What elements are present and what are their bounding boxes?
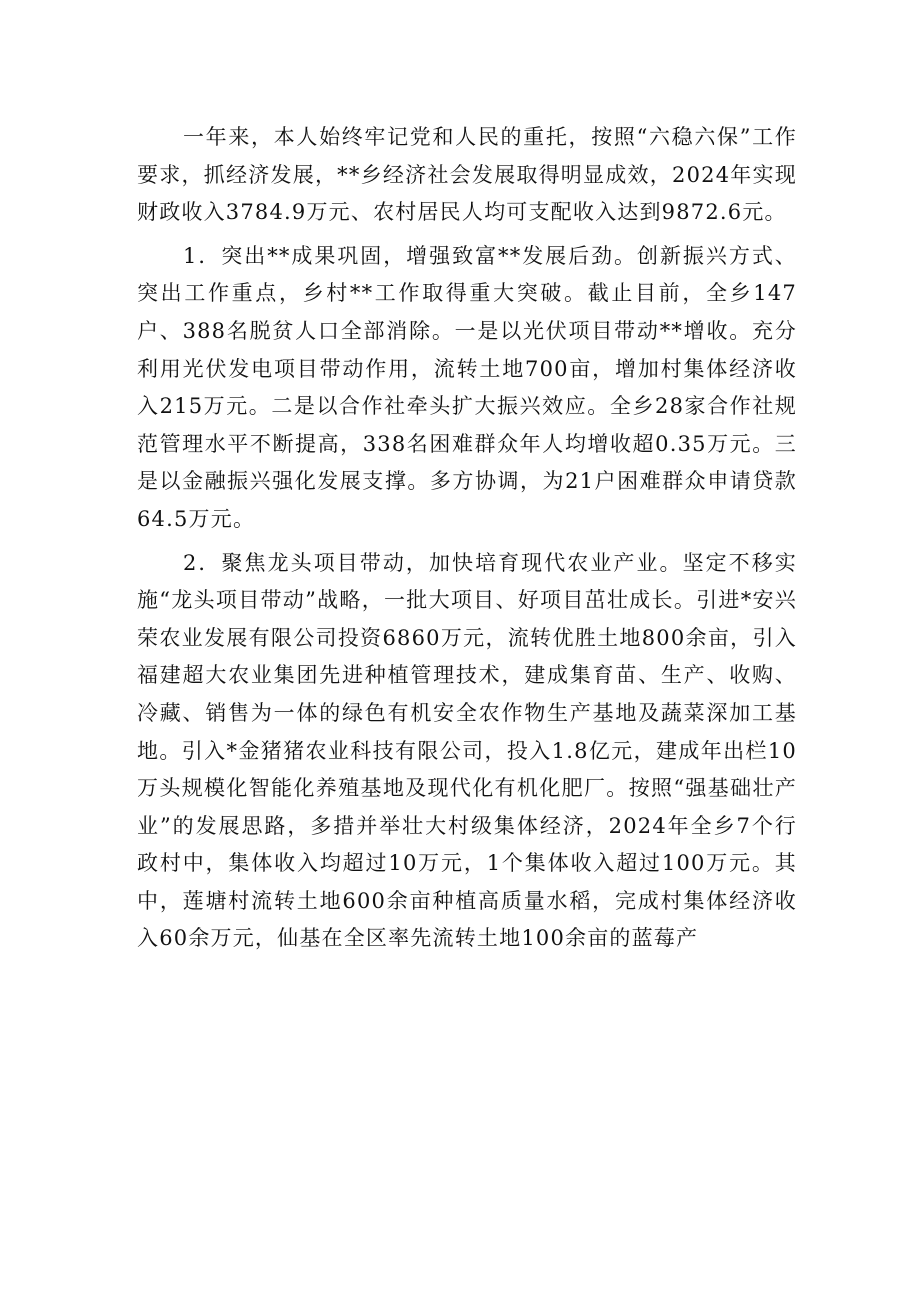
document-body xyxy=(137,119,797,964)
paragraph-intro: 一年来，本人始终牢记党和人民的重托，按照“六稳六保”工作要求，抓经济发展，**乡经济社会发展取得明显成效，2024年实现财政收入3784.9万元、农村居民人均可支配收入达到9872.6元。 xyxy=(137,125,797,225)
paragraph-section-2: 2．聚焦龙头项目带动，加快培育现代农业产业。坚定不移实施“龙头项目带动”战略，一批大项目、好项目茁壮成长。引进*安兴荣农业发展有限公司投资6860万元，流转优胜土地800余亩，引入福建超大农业集团先进种植管理技术，建成集育苗、生产、收购、冷藏、销售为一体的绿色有机安全农作物生产基地及蔬菜深加工基地。引入*金猪猪农业科技有限公司，投入1.8亿元，建成年出栏10万头规模化智能化养殖基地及现代化有机化肥厂。按照“强基础壮产业”的发展思路，多措并举壮大村级集体经济，2024年全乡7个行政村中，集体收入均超过10万元，1个集体收入超过100万元。其中，莲塘村流转土地600余亩种植高质量水稻，完成村集体经济收入60余万元，仙基在全区率先流转土地100余亩的蓝莓产 xyxy=(137,550,797,951)
paragraph-section-1: 1．突出**成果巩固，增强致富**发展后劲。创新振兴方式、突出工作重点，乡村**工作取得重大突破。截止目前，全乡147户、388名脱贫人口全部消除。一是以光伏项目带动**增收。充分利用光伏发电项目带动作用，流转土地700亩，增加村集体经济收入215万元。二是以合作社牵头扩大振兴效应。全乡28家合作社规范管理水平不断提高，338名困难群众年人均增收超0.35万元。三是以金融振兴强化发展支撑。多方协调，为21户困难群众申请贷款64.5万元。 xyxy=(137,243,797,531)
